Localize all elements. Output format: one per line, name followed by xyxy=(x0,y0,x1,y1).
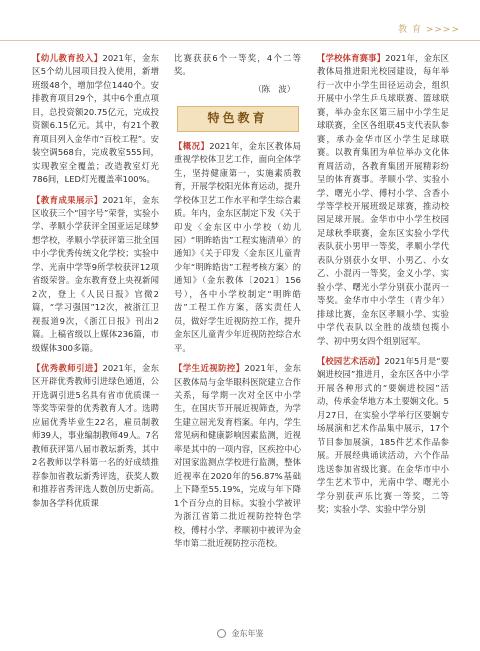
footer-label: 金东年鉴 xyxy=(231,629,264,638)
paragraph-heading: 【概况】 xyxy=(174,140,210,151)
paragraph-body: 2021年，金东区收获三个“国字号”荣誉，实验小学、孝顺小学获评全国亚运足球梦想学校，孝顺小学获评第三批全国中小学优秀传统文化学校；实验中学、光南中学等9所学校获评12项省级荣誉。金东教育登上央视新闻2次，登上《人民日报》官微2篇，“学习强国”12次，被浙江卫视报道9次，《浙江日报》刊出2篇。上稿省级以上媒体236篇，市级媒体300多篇。 xyxy=(32,194,160,353)
header-rule xyxy=(0,40,480,41)
paragraph-heading: 【幼儿教育投入】 xyxy=(32,53,103,63)
paragraph-preschool-investment xyxy=(32,52,159,187)
paragraph-body: 2021年，金东区教体局重视学校体卫艺工作，面向全体学生，坚持健康第一，实施素质教育，开展学校阳光体育运动，提升学校体卫艺工作水平和学生综合素质。年内，金东区制定下发《关于印发〈金东区中小学校（幼儿园）“明眸皓齿”工程实施清单〉的通知》《关于印发〈金东区儿童青少年“明眸皓齿”工程考核方案〉的通知》（金东教体〔2021〕156号），各中小学校制定“明眸皓齿”工程工作方案，落实责任人员，做好学生近视防控工作，提升金东区儿童青少年近视防控综合水平。 xyxy=(174,140,302,353)
column-2 xyxy=(174,52,301,557)
paragraph-heading: 【优秀教师引进】 xyxy=(32,362,103,373)
paragraph-body: 2021年，金东区教体局推进阳光校园建设，每年举行一次中小学生田径运动会，组织开展中小学生乒乓球联赛、篮球联赛，举办金东区第三届中小学生足球联赛，全区各组联45支代表队参赛，承办金华市区小学生足球联赛。以教育集团为单位举办文化体育周活动，各教育集团开展精彩纷呈的体育赛事。孝顺小学、实验小学、曙光小学、傅村小学、含香小学等学校开展班级足球赛，推动校园足球开展。金华市中小学生校园足球秋季联赛，金东区实验小学代表队获小男甲一等奖，孝顺小学代表队分别获小女甲、小男乙、小女乙、小混丙一等奖，金义小学、实验小学、曙光小学分别获小混丙一等奖。金华市中小学生（青少年）排球比赛，金东区孝顺小学、实验中学代表队以全胜的战绩包揽小学、初中男女四个组别冠军。 xyxy=(317,53,450,346)
paragraph-overview xyxy=(174,140,301,355)
paragraph-myopia-prevention xyxy=(174,362,301,550)
paragraph-continued xyxy=(174,52,301,79)
paragraph-arts-activities xyxy=(317,355,449,516)
column-3 xyxy=(317,52,449,523)
author-signature: （陈 波） xyxy=(253,83,295,94)
paragraph-body: 2021年，金东区5个幼儿园项目投入使用，新增班级48个，增加学位1440个。安排教育项目29个，其中6个重点项目，总投资额20.75亿元，完成投资额6.15亿元。其中，有21个教育项目列入金华市“百校工程”。安装空调568台，完成教室555间，实现教室全覆盖；改造教室灯光786间，LED灯光覆盖率100%。 xyxy=(32,53,160,185)
paragraph-teacher-recruitment xyxy=(32,362,159,510)
paragraph-body: 2021年，金东区教体局与金华眼科医院建立合作关系，每学期一次对全区中小学生，在国庆节开展近视筛查，为学生建立屈光发育档案。年内，学生常见病和健康影响因素监测，近视率是其中的一项内容，区疾控中心对国家监测点学校进行监测，整体近视率在2020年的56.87%基础上下降至55.19%，完成与年下降1个百分点的目标。实验小学被评为浙江省第二批近视防控特色学校，傅村小学、孝顺初中被评为金华市第二批近视防控示范校。 xyxy=(174,363,302,548)
footer-circle-icon xyxy=(217,629,226,638)
section-label: 教 育 >>>> xyxy=(398,25,460,35)
paragraph-heading: 【教育成果展示】 xyxy=(32,194,103,205)
paragraph-achievements xyxy=(32,194,159,355)
paragraph-body: 2021年5月是“要娴进校园”推进月，金东区各中小学开展各种形式的“要娴进校园”活动，传承金华地方本土要娴文化。5月27日，在实验小学举行区要娴专场展演和艺术作品集中展示，17个节目参加展演，185件艺术作品参展。开展经典诵读活动，六个作品选送参加省级比赛。在金华市中小学生艺术节中，光南中学、曙光小学分别获声乐比赛一等奖，二等奖；实验小学、实验中学分别 xyxy=(317,355,449,514)
paragraph-body: 2021年，金东区开辟优秀教师引进绿色通道，公开选调引进5名具有省市优质课一等奖等荣誉的优秀教育人才。选聘应届优秀毕业生22名，雇员制教师39人，事业编制教师49人。7名教师获评第八届市教坛新秀，其中2名教师以学科第一名的好成绩推荐参加省教坛新秀评选，获奖人数和推荐省秀评选人数创历史新高。参加各学科优质课 xyxy=(32,362,160,508)
paragraph-heading: 【学生近视防控】 xyxy=(174,363,245,374)
column-1 xyxy=(32,52,159,517)
paragraph-heading: 【校园艺术活动】 xyxy=(317,355,385,366)
paragraph-body: 比赛获获6个一等奖，4个二等奖。 xyxy=(174,53,301,77)
page-header xyxy=(0,0,480,46)
page-footer xyxy=(0,628,480,639)
paragraph-sports-events xyxy=(317,52,449,348)
section-title: 特色教育 xyxy=(177,106,299,131)
paragraph-heading: 【学校体育赛事】 xyxy=(317,53,386,63)
